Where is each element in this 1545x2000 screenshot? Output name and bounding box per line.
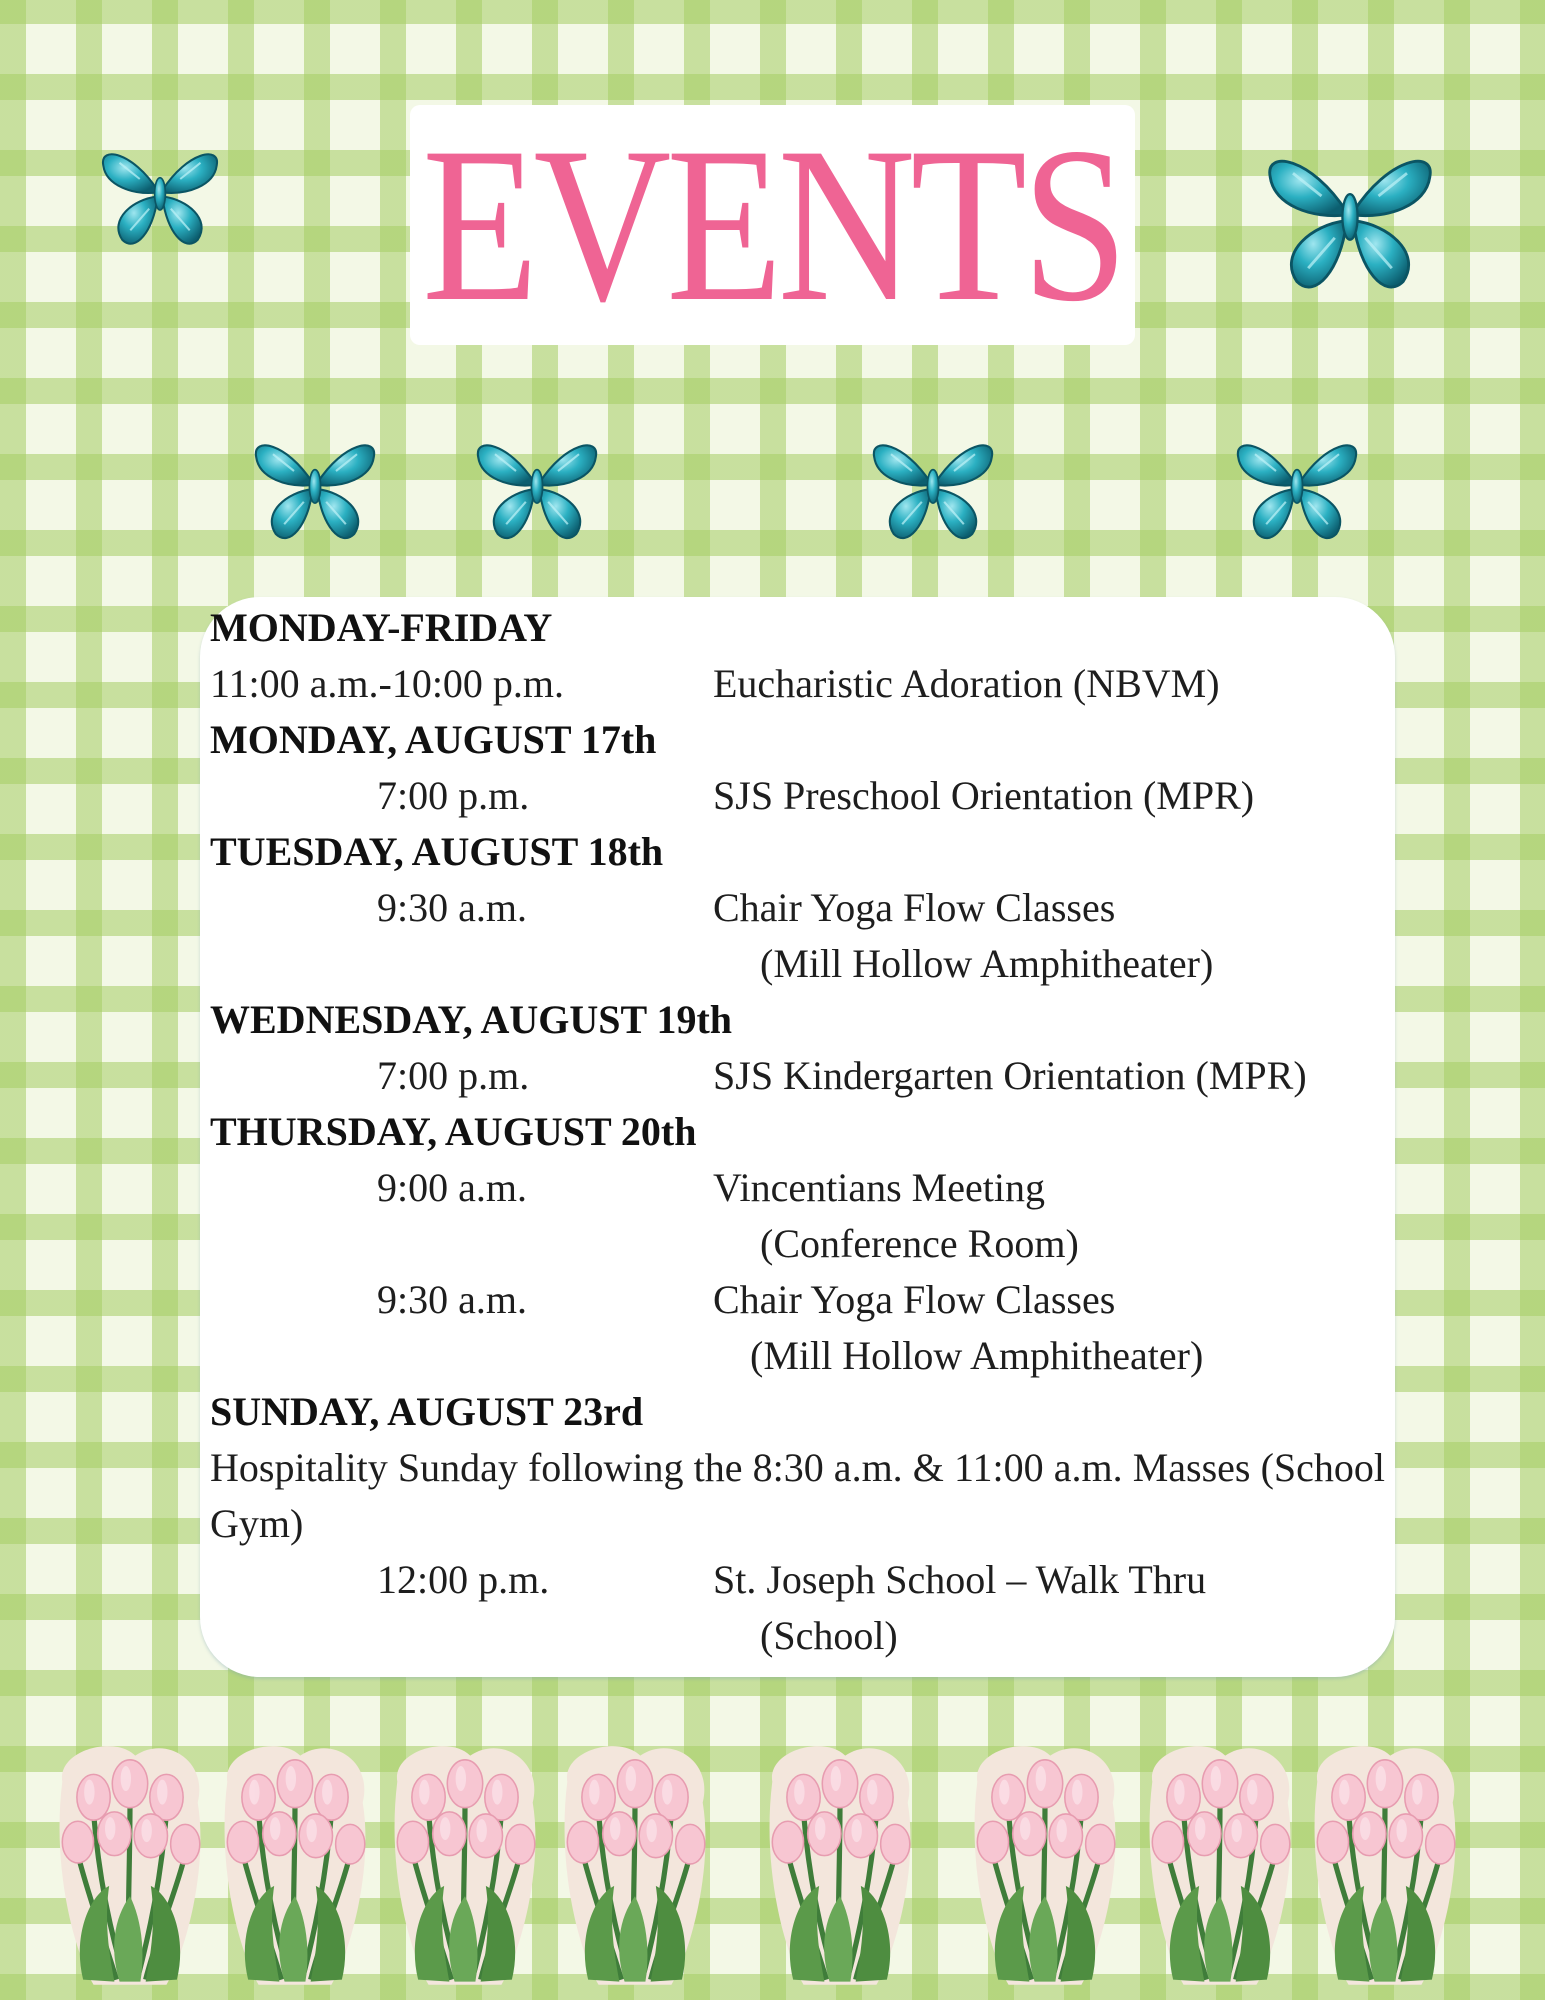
pink-tulip-bouquet-icon [215,1740,375,1990]
event-description: Vincentians Meeting [713,1165,1045,1210]
event-row [210,1160,1385,1216]
event-location: (Mill Hollow Amphitheater) [750,1333,1204,1378]
event-row-continued [210,1328,1385,1384]
event-description: Chair Yoga Flow Classes [713,885,1116,930]
event-row [210,1272,1385,1328]
pink-tulip-bouquet-icon [965,1740,1125,1990]
event-time: 9:00 a.m. [377,1165,527,1210]
pink-tulip-bouquet-icon [760,1740,920,1990]
title-banner [410,102,1135,348]
butterfly-gem-icon [85,125,235,260]
day-heading-aug-18: TUESDAY, AUGUST 18th [210,829,664,874]
butterfly-gem-icon [240,415,390,555]
event-description: Chair Yoga Flow Classes [713,1277,1116,1322]
events-list [210,600,1385,1664]
event-note: Hospitality Sunday following the 8:30 a.m. & 11:00 a.m. Masses (School Gym) [210,1445,1385,1546]
pink-tulip-bouquet-icon [555,1740,715,1990]
butterfly-gem-icon [1250,120,1450,310]
event-description: SJS Kindergarten Orientation (MPR) [713,1053,1307,1098]
butterfly-gem-icon [1222,415,1372,555]
event-description: Eucharistic Adoration (NBVM) [713,661,1220,706]
day-heading-aug-19: WEDNESDAY, AUGUST 19th [210,997,733,1042]
event-row [210,656,1385,712]
day-heading-aug-23: SUNDAY, AUGUST 23rd [210,1389,644,1434]
day-heading-aug-20: THURSDAY, AUGUST 20th [210,1109,697,1154]
event-row-continued [210,936,1385,992]
pink-tulip-bouquet-icon [385,1740,545,1990]
event-row-continued [210,1216,1385,1272]
pink-tulip-bouquet-icon [1305,1740,1465,1990]
pink-tulip-bouquet-icon [50,1740,210,1990]
butterfly-gem-icon [858,415,1008,555]
event-row-continued [210,1608,1385,1664]
day-heading-monday-friday: MONDAY-FRIDAY [210,605,553,650]
event-location: (School) [760,1613,898,1658]
event-description: SJS Preschool Orientation (MPR) [713,773,1255,818]
event-location: (Conference Room) [760,1221,1079,1266]
event-time: 9:30 a.m. [377,885,527,930]
event-time: 11:00 a.m.-10:00 p.m. [210,661,565,706]
tulip-border [40,1740,1510,1990]
butterfly-gem-icon [462,415,612,555]
day-heading-aug-17: MONDAY, AUGUST 17th [210,717,657,762]
event-description: St. Joseph School – Walk Thru [713,1557,1207,1602]
event-row [210,1048,1385,1104]
event-time: 7:00 p.m. [377,773,530,818]
event-time: 9:30 a.m. [377,1277,527,1322]
event-row [210,880,1385,936]
page-title: EVENTS [422,102,1123,348]
pink-tulip-bouquet-icon [1140,1740,1300,1990]
event-row [210,1552,1385,1608]
event-row [210,768,1385,824]
event-location: (Mill Hollow Amphitheater) [760,941,1214,986]
event-time: 12:00 p.m. [377,1557,550,1602]
event-time: 7:00 p.m. [377,1053,530,1098]
